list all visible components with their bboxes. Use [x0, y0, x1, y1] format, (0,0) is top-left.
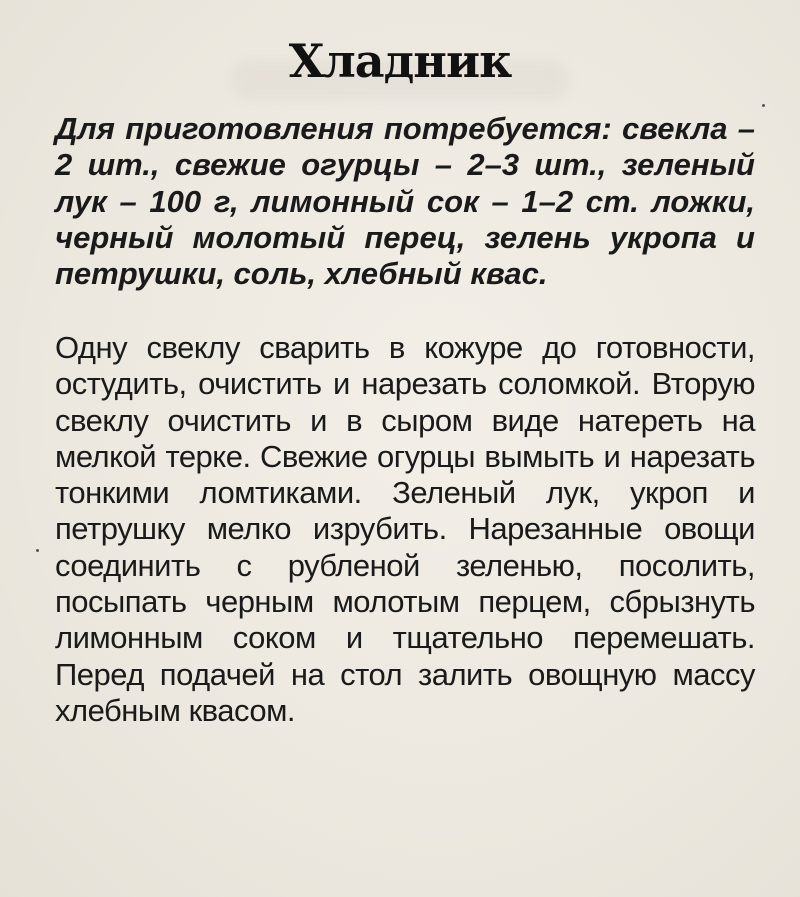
ingredients-lead: Для приготовления потребуется: — [55, 111, 612, 146]
ingredients-paragraph — [55, 111, 755, 292]
speck-mark — [36, 549, 39, 552]
ingredients-list: свекла – 2 шт., свежие огурцы – 2–3 шт., зеленый лук – 100 г, лимонный сок – 1–2 ст. ложки, черный молотый перец, зелень укропа и петрушки, соль, хлебный квас. — [55, 111, 755, 292]
method-paragraph: Одну свеклу сварить в кожуре до готовности, остудить, очистить и нарезать соломкой. Вторую свеклу очистить и в сыром виде натереть на мелкой терке. Свежие огурцы вымыть и нарезать тонкими ломтиками. Зеленый лук, укроп и петрушку мелко изрубить. Нарезанные овощи соединить с рубленой зеленью, посолить, посыпать черным молотым перцем, сбрызнуть лимонным соком и тщательно перемешать. Перед подачей на стол залить овощную массу хлебным квасом. — [55, 330, 755, 728]
recipe-title: Хладник — [288, 34, 512, 88]
speck-mark — [762, 104, 765, 107]
